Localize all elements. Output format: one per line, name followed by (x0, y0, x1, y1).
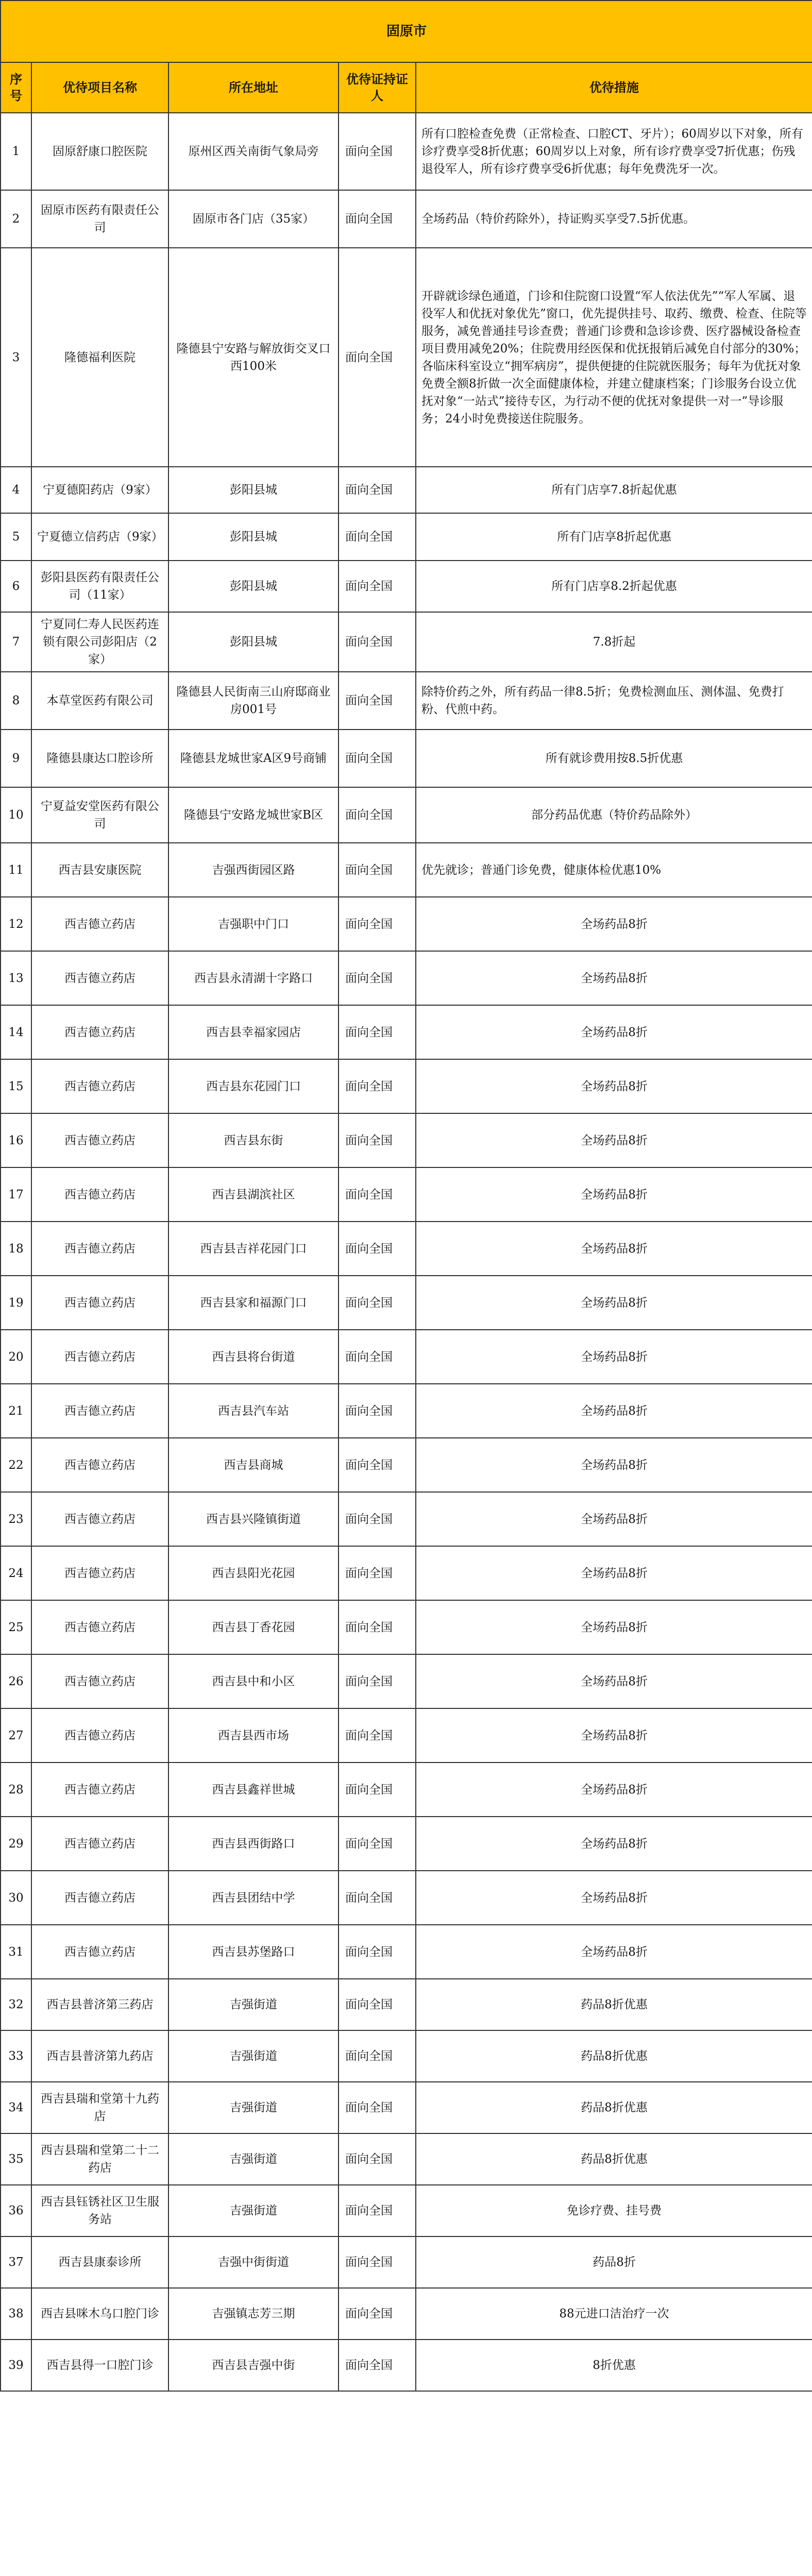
row-item-name: 西吉德立药店 (31, 1113, 168, 1167)
row-number: 8 (1, 672, 31, 730)
row-address: 彭阳县城 (168, 561, 339, 612)
row-cert-holder: 面向全国 (339, 467, 416, 513)
row-address: 西吉县商城 (168, 1438, 339, 1492)
row-number: 10 (1, 787, 31, 843)
header-policy: 优待措施 (416, 62, 812, 113)
row-policy: 药品8折优惠 (416, 1979, 812, 2030)
row-item-name: 西吉德立药店 (31, 1600, 168, 1654)
row-address: 彭阳县城 (168, 513, 339, 561)
row-item-name: 西吉县咪木乌口腔门诊 (31, 2288, 168, 2340)
row-cert-holder: 面向全国 (339, 1276, 416, 1330)
row-address: 西吉县汽车站 (168, 1384, 339, 1438)
row-cert-holder: 面向全国 (339, 113, 416, 190)
row-item-name: 西吉县瑞和堂第十九药店 (31, 2082, 168, 2133)
row-address: 隆德县人民街南三山府邸商业房001号 (168, 672, 339, 730)
row-number: 26 (1, 1654, 31, 1708)
row-policy: 开辟就诊绿色通道，门诊和住院窗口设置“军人依法优先”“军人军属、退役军人和优抚对象优先”窗口，优先提供挂号、取药、缴费、检查、住院等服务，减免普通挂号诊查费；普通门诊费和急诊诊费、医疗器械设备检查项目费用减免20%；住院费用经医保和优抚报销后减免自付部分的30%；各临床科室设立“拥军病房”，提供便捷的住院就医服务；每年为优抚对象免费全额8折做一次全面健康体检，并建立健康档案；门诊服务台设立优抚对象“一站式”接待专区，为行动不便的优抚对象提供一对一”导诊服务；24小时免费接送住院服务。 (416, 248, 812, 467)
row-policy: 药品8折 (416, 2236, 812, 2288)
row-number: 15 (1, 1059, 31, 1113)
row-address: 西吉县西市场 (168, 1708, 339, 1762)
row-address: 吉强街道 (168, 2030, 339, 2082)
row-address: 西吉县阳光花园 (168, 1546, 339, 1600)
row-number: 18 (1, 1222, 31, 1276)
table-row (1, 843, 812, 897)
row-address: 吉强街道 (168, 2185, 339, 2236)
row-policy: 免诊疗费、挂号费 (416, 2185, 812, 2236)
table-row (1, 1059, 812, 1113)
row-address: 西吉县丁香花园 (168, 1600, 339, 1654)
table-row (1, 1546, 812, 1600)
row-policy: 全场药品8折 (416, 1925, 812, 1979)
row-item-name: 西吉德立药店 (31, 1762, 168, 1817)
header-name: 优待项目名称 (31, 62, 168, 113)
row-policy: 全场药品8折 (416, 1384, 812, 1438)
table-row (1, 672, 812, 730)
row-number: 31 (1, 1925, 31, 1979)
row-item-name: 西吉德立药店 (31, 1654, 168, 1708)
row-item-name: 西吉德立药店 (31, 1384, 168, 1438)
table-row (1, 513, 812, 561)
row-number: 19 (1, 1276, 31, 1330)
row-number: 6 (1, 561, 31, 612)
row-policy: 药品8折优惠 (416, 2030, 812, 2082)
table-row (1, 1167, 812, 1222)
row-address: 西吉县吉祥花园门口 (168, 1222, 339, 1276)
row-number: 25 (1, 1600, 31, 1654)
row-cert-holder: 面向全国 (339, 2185, 416, 2236)
row-policy: 7.8折起 (416, 612, 812, 672)
row-cert-holder: 面向全国 (339, 1708, 416, 1762)
row-policy: 全场药品8折 (416, 1222, 812, 1276)
row-cert-holder: 面向全国 (339, 1600, 416, 1654)
row-item-name: 西吉德立药店 (31, 1276, 168, 1330)
row-policy: 全场药品8折 (416, 951, 812, 1005)
row-policy: 全场药品8折 (416, 1330, 812, 1384)
row-policy: 所有门店享8折起优惠 (416, 513, 812, 561)
row-item-name: 宁夏同仁寿人民医药连锁有限公司彭阳店（2家） (31, 612, 168, 672)
row-policy: 药品8折优惠 (416, 2133, 812, 2185)
table-row (1, 1762, 812, 1817)
row-policy: 全场药品8折 (416, 1005, 812, 1059)
table-row (1, 2185, 812, 2236)
row-cert-holder: 面向全国 (339, 2236, 416, 2288)
row-item-name: 西吉德立药店 (31, 1708, 168, 1762)
row-address: 隆德县宁安路龙城世家B区 (168, 787, 339, 843)
row-item-name: 西吉县安康医院 (31, 843, 168, 897)
table-row (1, 951, 812, 1005)
row-number: 3 (1, 248, 31, 467)
row-item-name: 西吉德立药店 (31, 1871, 168, 1925)
row-policy: 所有门店享8.2折起优惠 (416, 561, 812, 612)
row-policy: 8折优惠 (416, 2340, 812, 2391)
row-item-name: 西吉县康泰诊所 (31, 2236, 168, 2288)
row-address: 吉强西街园区路 (168, 843, 339, 897)
table-row (1, 1708, 812, 1762)
row-number: 33 (1, 2030, 31, 2082)
row-number: 37 (1, 2236, 31, 2288)
row-number: 16 (1, 1113, 31, 1167)
row-address: 吉强街道 (168, 2133, 339, 2185)
row-cert-holder: 面向全国 (339, 843, 416, 897)
row-item-name: 宁夏益安堂医药有限公司 (31, 787, 168, 843)
row-policy: 88元进口洁治疗一次 (416, 2288, 812, 2340)
row-number: 24 (1, 1546, 31, 1600)
row-number: 17 (1, 1167, 31, 1222)
row-cert-holder: 面向全国 (339, 1005, 416, 1059)
row-number: 22 (1, 1438, 31, 1492)
table-row (1, 1979, 812, 2030)
title-row (1, 1, 812, 62)
row-address: 西吉县中和小区 (168, 1654, 339, 1708)
table-body (1, 113, 812, 2391)
row-cert-holder: 面向全国 (339, 951, 416, 1005)
table-row (1, 1871, 812, 1925)
row-policy: 全场药品8折 (416, 1817, 812, 1871)
header-row (1, 62, 812, 113)
row-address: 西吉县东街 (168, 1113, 339, 1167)
row-policy: 全场药品8折 (416, 1871, 812, 1925)
row-item-name: 西吉德立药店 (31, 951, 168, 1005)
table-row (1, 1438, 812, 1492)
row-address: 西吉县永清湖十字路口 (168, 951, 339, 1005)
row-policy: 全场药品8折 (416, 1600, 812, 1654)
table-row (1, 2030, 812, 2082)
table-row (1, 897, 812, 951)
table-row (1, 2133, 812, 2185)
row-policy: 全场药品8折 (416, 1113, 812, 1167)
row-address: 西吉县幸福家园店 (168, 1005, 339, 1059)
row-item-name: 西吉德立药店 (31, 1438, 168, 1492)
row-policy: 药品8折优惠 (416, 2082, 812, 2133)
row-cert-holder: 面向全国 (339, 2082, 416, 2133)
row-cert-holder: 面向全国 (339, 1222, 416, 1276)
row-address: 西吉县兴隆镇街道 (168, 1492, 339, 1546)
table-row (1, 1276, 812, 1330)
row-address: 固原市各门店（35家） (168, 190, 339, 248)
table-row (1, 190, 812, 248)
row-address: 西吉县团结中学 (168, 1871, 339, 1925)
row-address: 隆德县龙城世家A区9号商铺 (168, 730, 339, 787)
table-row (1, 1113, 812, 1167)
row-cert-holder: 面向全国 (339, 1546, 416, 1600)
row-address: 西吉县西街路口 (168, 1817, 339, 1871)
row-item-name: 固原舒康口腔医院 (31, 113, 168, 190)
row-item-name: 西吉德立药店 (31, 1222, 168, 1276)
row-policy: 全场药品8折 (416, 1762, 812, 1817)
row-address: 吉强镇志芳三期 (168, 2288, 339, 2340)
row-cert-holder: 面向全国 (339, 1059, 416, 1113)
row-number: 29 (1, 1817, 31, 1871)
row-cert-holder: 面向全国 (339, 561, 416, 612)
row-item-name: 西吉县普济第九药店 (31, 2030, 168, 2082)
row-address: 彭阳县城 (168, 467, 339, 513)
row-policy: 所有口腔检查免费（正常检查、口腔CT、牙片）；60周岁以下对象，所有诊疗费享受8折优惠；60周岁以上对象，所有诊疗费享受7折优惠；伤残退役军人，所有诊疗费享受6折优惠；每年免费洗牙一次。 (416, 113, 812, 190)
row-cert-holder: 面向全国 (339, 2340, 416, 2391)
table-row (1, 113, 812, 190)
row-number: 20 (1, 1330, 31, 1384)
row-item-name: 西吉县瑞和堂第二十二药店 (31, 2133, 168, 2185)
row-cert-holder: 面向全国 (339, 787, 416, 843)
row-cert-holder: 面向全国 (339, 513, 416, 561)
row-item-name: 彭阳县医药有限责任公司（11家） (31, 561, 168, 612)
row-number: 4 (1, 467, 31, 513)
row-item-name: 西吉德立药店 (31, 1817, 168, 1871)
row-number: 36 (1, 2185, 31, 2236)
row-number: 34 (1, 2082, 31, 2133)
row-cert-holder: 面向全国 (339, 1330, 416, 1384)
row-number: 14 (1, 1005, 31, 1059)
row-number: 32 (1, 1979, 31, 2030)
table-row (1, 1925, 812, 1979)
row-cert-holder: 面向全国 (339, 1492, 416, 1546)
row-cert-holder: 面向全国 (339, 1384, 416, 1438)
table-row (1, 2288, 812, 2340)
table-row (1, 1222, 812, 1276)
row-cert-holder: 面向全国 (339, 897, 416, 951)
row-number: 38 (1, 2288, 31, 2340)
row-number: 11 (1, 843, 31, 897)
row-item-name: 西吉德立药店 (31, 1925, 168, 1979)
row-number: 35 (1, 2133, 31, 2185)
row-item-name: 西吉县得一口腔门诊 (31, 2340, 168, 2391)
row-cert-holder: 面向全国 (339, 2133, 416, 2185)
row-item-name: 隆德福利医院 (31, 248, 168, 467)
row-address: 西吉县鑫祥世城 (168, 1762, 339, 1817)
row-number: 1 (1, 113, 31, 190)
row-item-name: 西吉德立药店 (31, 1167, 168, 1222)
row-number: 9 (1, 730, 31, 787)
row-item-name: 西吉德立药店 (31, 1546, 168, 1600)
row-item-name: 西吉德立药店 (31, 1330, 168, 1384)
table-row (1, 1492, 812, 1546)
row-cert-holder: 面向全国 (339, 1871, 416, 1925)
table-row (1, 561, 812, 612)
row-policy: 全场药品8折 (416, 1654, 812, 1708)
row-address: 西吉县湖滨社区 (168, 1167, 339, 1222)
row-number: 23 (1, 1492, 31, 1546)
row-number: 21 (1, 1384, 31, 1438)
row-cert-holder: 面向全国 (339, 1113, 416, 1167)
table-row (1, 612, 812, 672)
row-cert-holder: 面向全国 (339, 190, 416, 248)
header-address: 所在地址 (168, 62, 339, 113)
row-number: 28 (1, 1762, 31, 1817)
row-policy: 所有门店享7.8折起优惠 (416, 467, 812, 513)
table-row (1, 467, 812, 513)
row-policy: 全场药品8折 (416, 1059, 812, 1113)
row-address: 西吉县吉强中街 (168, 2340, 339, 2391)
row-number: 30 (1, 1871, 31, 1925)
row-item-name: 本草堂医药有限公司 (31, 672, 168, 730)
table-row (1, 248, 812, 467)
row-address: 吉强街道 (168, 1979, 339, 2030)
row-policy: 除特价药之外，所有药品一律8.5折；免费检测血压、测体温、免费打粉、代煎中药。 (416, 672, 812, 730)
header-cert: 优待证持证人 (339, 62, 416, 113)
row-item-name: 西吉德立药店 (31, 1492, 168, 1546)
row-item-name: 宁夏德阳药店（9家） (31, 467, 168, 513)
row-policy: 全场药品8折 (416, 897, 812, 951)
row-number: 13 (1, 951, 31, 1005)
row-address: 彭阳县城 (168, 612, 339, 672)
row-number: 5 (1, 513, 31, 561)
row-item-name: 西吉德立药店 (31, 1059, 168, 1113)
row-item-name: 隆德县康达口腔诊所 (31, 730, 168, 787)
row-cert-holder: 面向全国 (339, 612, 416, 672)
row-item-name: 宁夏德立信药店（9家） (31, 513, 168, 561)
table-row (1, 2236, 812, 2288)
row-number: 7 (1, 612, 31, 672)
row-cert-holder: 面向全国 (339, 2288, 416, 2340)
row-cert-holder: 面向全国 (339, 2030, 416, 2082)
row-policy: 全场药品8折 (416, 1708, 812, 1762)
table-row (1, 1654, 812, 1708)
row-cert-holder: 面向全国 (339, 730, 416, 787)
row-cert-holder: 面向全国 (339, 1925, 416, 1979)
table-row (1, 2082, 812, 2133)
table-row (1, 730, 812, 787)
table-row (1, 2340, 812, 2391)
row-policy: 全场药品8折 (416, 1276, 812, 1330)
row-number: 12 (1, 897, 31, 951)
row-policy: 全场药品8折 (416, 1438, 812, 1492)
row-item-name: 西吉德立药店 (31, 897, 168, 951)
row-cert-holder: 面向全国 (339, 1438, 416, 1492)
row-item-name: 西吉县钰锈社区卫生服务站 (31, 2185, 168, 2236)
row-number: 39 (1, 2340, 31, 2391)
table-row (1, 1005, 812, 1059)
row-address: 隆德县宁安路与解放街交叉口西100米 (168, 248, 339, 467)
row-address: 西吉县家和福源门口 (168, 1276, 339, 1330)
row-address: 原州区西关南街气象局旁 (168, 113, 339, 190)
row-policy: 全场药品8折 (416, 1167, 812, 1222)
row-cert-holder: 面向全国 (339, 1167, 416, 1222)
row-cert-holder: 面向全国 (339, 248, 416, 467)
row-policy: 全场药品（特价药除外），持证购买享受7.5折优惠。 (416, 190, 812, 248)
table-title: 固原市 (1, 1, 812, 62)
row-policy: 全场药品8折 (416, 1546, 812, 1600)
row-number: 2 (1, 190, 31, 248)
row-address: 西吉县苏堡路口 (168, 1925, 339, 1979)
row-address: 西吉县将台街道 (168, 1330, 339, 1384)
row-policy: 部分药品优惠（特价药品除外） (416, 787, 812, 843)
table-row (1, 1384, 812, 1438)
row-cert-holder: 面向全国 (339, 1817, 416, 1871)
table-row (1, 1600, 812, 1654)
table-row (1, 787, 812, 843)
row-address: 吉强中街街道 (168, 2236, 339, 2288)
row-address: 西吉县东花园门口 (168, 1059, 339, 1113)
row-policy: 所有就诊费用按8.5折优惠 (416, 730, 812, 787)
row-address: 吉强职中门口 (168, 897, 339, 951)
row-policy: 优先就诊；普通门诊免费，健康体检优惠10% (416, 843, 812, 897)
row-cert-holder: 面向全国 (339, 1654, 416, 1708)
header-seq: 序号 (1, 62, 31, 113)
row-item-name: 固原市医药有限责任公司 (31, 190, 168, 248)
table-row (1, 1330, 812, 1384)
table-row (1, 1817, 812, 1871)
row-cert-holder: 面向全国 (339, 1979, 416, 2030)
row-item-name: 西吉德立药店 (31, 1005, 168, 1059)
row-item-name: 西吉县普济第三药店 (31, 1979, 168, 2030)
row-number: 27 (1, 1708, 31, 1762)
row-cert-holder: 面向全国 (339, 672, 416, 730)
row-cert-holder: 面向全国 (339, 1762, 416, 1817)
row-policy: 全场药品8折 (416, 1492, 812, 1546)
row-address: 吉强街道 (168, 2082, 339, 2133)
